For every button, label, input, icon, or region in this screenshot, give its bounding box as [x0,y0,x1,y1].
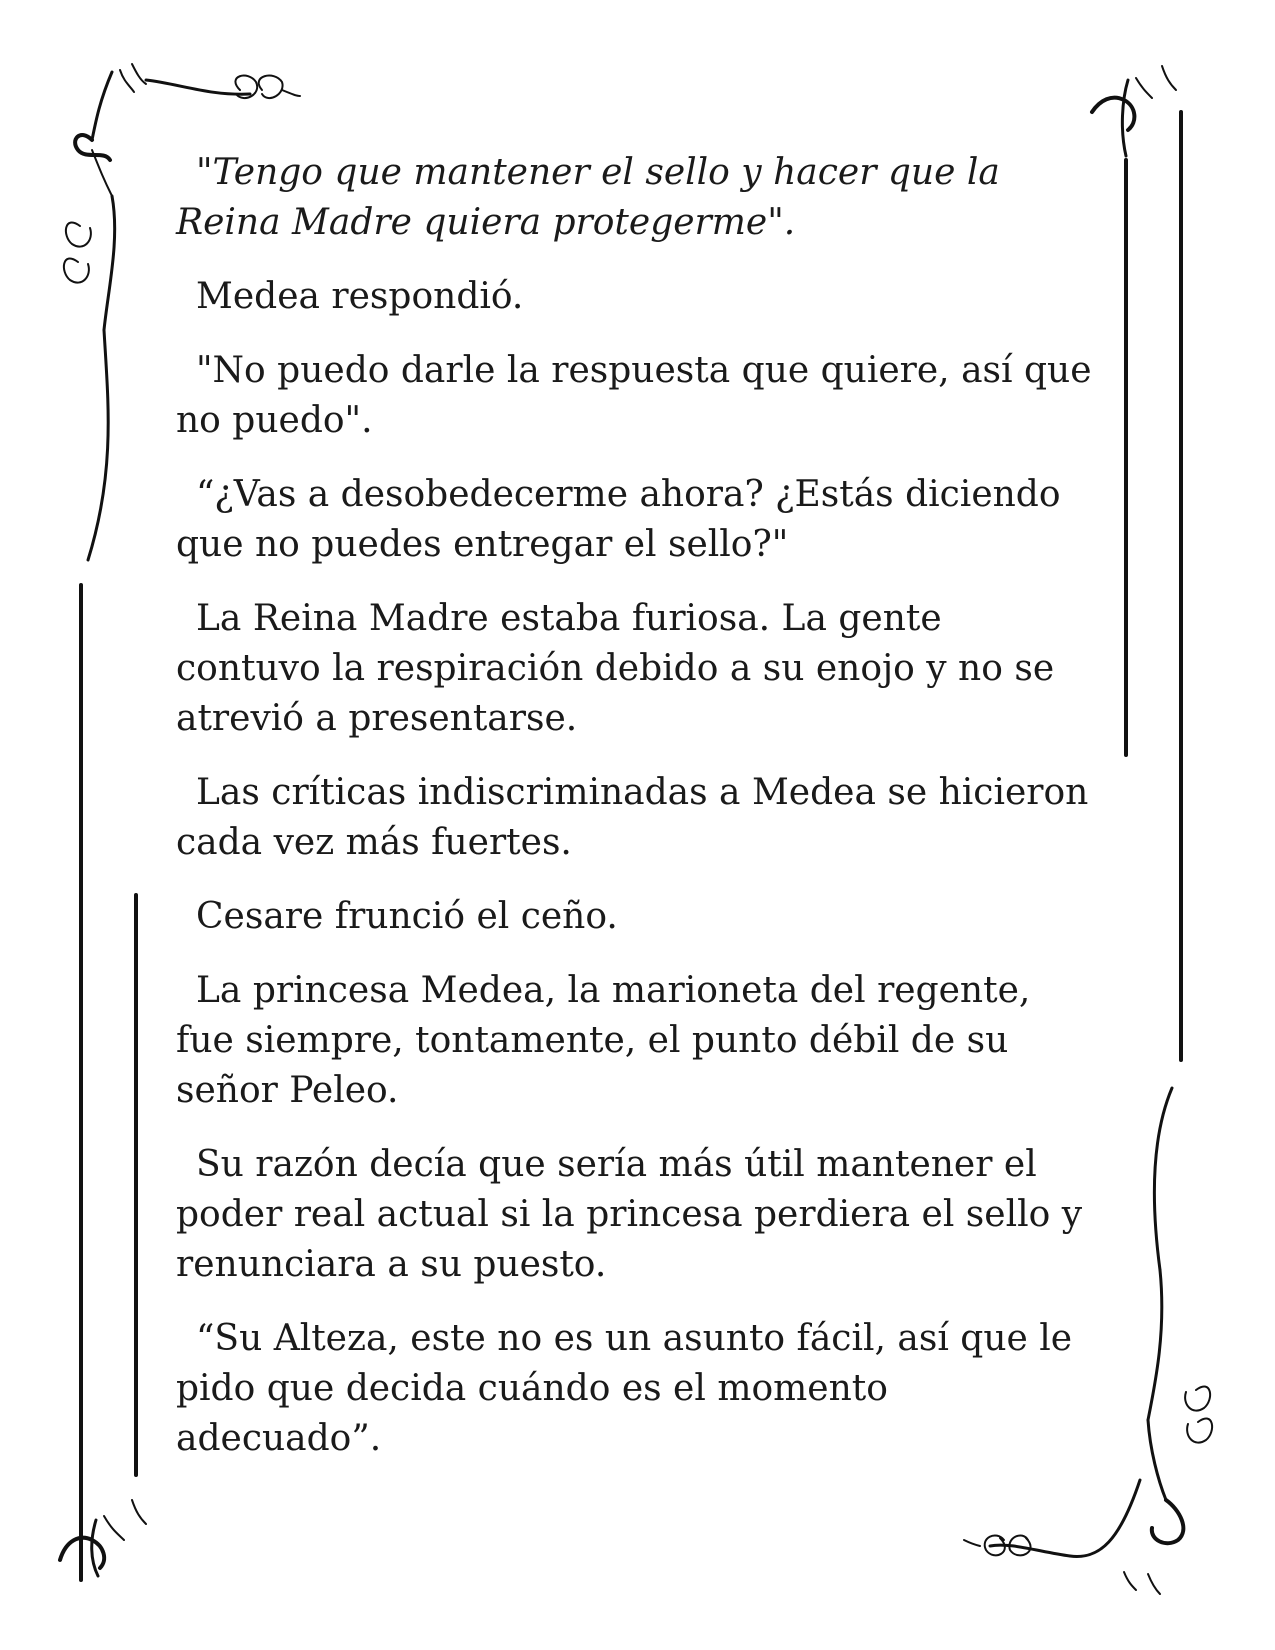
paragraph: La princesa Medea, la marioneta del regente, fue siempre, tontamente, el punto débil de su señor Peleo. [176,970,1031,1111]
document-body [176,148,1096,1488]
paragraph: “¿Vas a desobedecerme ahora? ¿Estás diciendo que no puedes entregar el sello?" [176,474,1061,565]
paragraph: Medea respondió. [196,276,524,317]
paragraph: La Reina Madre estaba furiosa. La gente contuvo la respiración debido a su enojo y no se atrevió a presentarse. [176,598,1055,739]
paragraph: Cesare frunció el ceño. [196,896,618,937]
paragraph: "No puedo darle la respuesta que quiere, así que no puedo". [176,350,1092,441]
paragraph: “Su Alteza, este no es un asunto fácil, así que le pido que decida cuándo es el momento adecuado”. [176,1318,1073,1459]
bottom-left-flourish [60,1500,146,1576]
paragraph: Su razón decía que sería más útil mantener el poder real actual si la princesa perdiera el sello y renunciara a su puesto. [176,1144,1083,1285]
paragraph: "Tengo que mantener el sello y hacer que la Reina Madre quiera protegerme". [176,152,1000,243]
top-right-flourish [1092,66,1176,156]
paragraph: Las críticas indiscriminadas a Medea se hicieron cada vez más fuertes. [176,772,1089,863]
